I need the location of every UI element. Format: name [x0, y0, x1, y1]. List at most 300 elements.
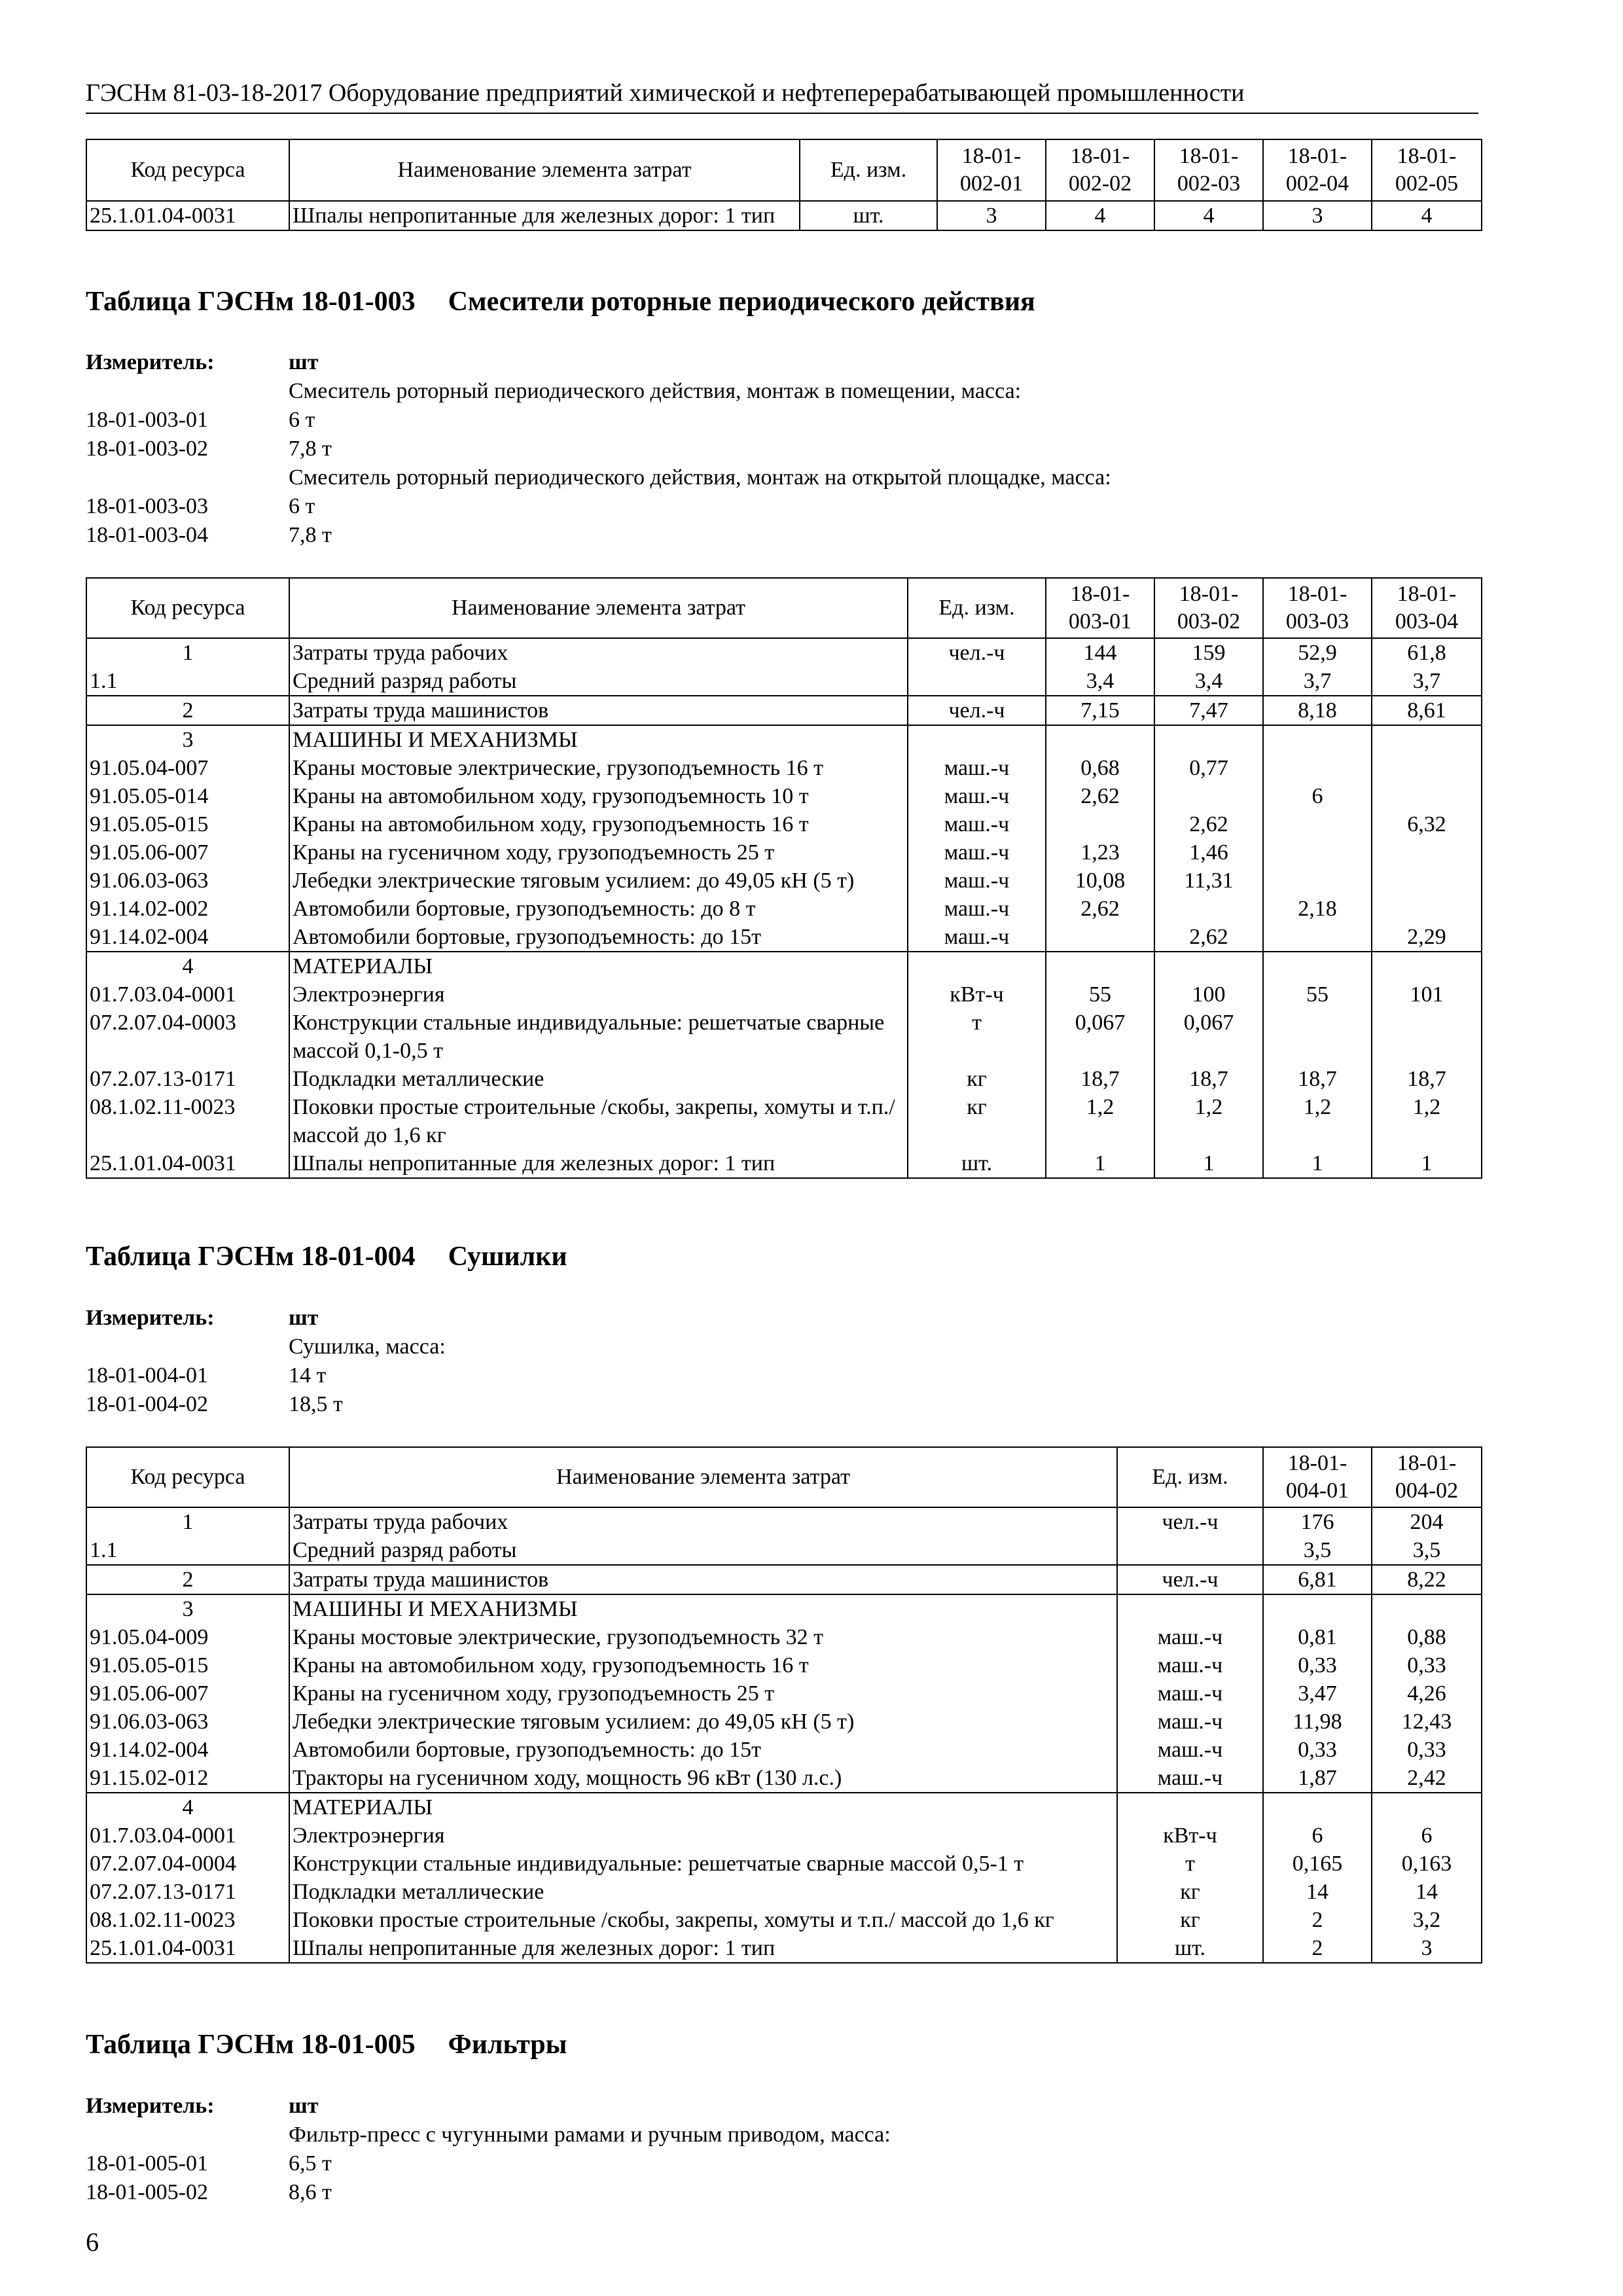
row-value: 3,2	[1372, 1906, 1482, 1934]
row-unit	[1117, 1793, 1263, 1821]
table-row	[86, 1736, 1482, 1764]
table-row	[86, 1623, 1482, 1651]
row-code: 91.05.04-009	[86, 1623, 289, 1651]
row-value	[1263, 867, 1372, 895]
row-value: 1	[1046, 1149, 1154, 1178]
row-unit: чел.-ч	[908, 696, 1046, 725]
row-value: 4,26	[1372, 1679, 1482, 1708]
row-value: 3,47	[1263, 1679, 1372, 1708]
row-value: 100	[1154, 980, 1263, 1009]
meter-block-18-01-004	[86, 1304, 446, 1419]
table-row	[86, 1507, 1482, 1536]
cost-table-18-01-003	[86, 577, 1482, 1179]
row-value: 1,46	[1154, 838, 1263, 867]
table-row	[86, 810, 1482, 838]
row-value	[1372, 895, 1482, 923]
row-code: 91.06.03-063	[86, 1708, 289, 1736]
row-code: 91.15.02-012	[86, 1764, 289, 1793]
row-code: 25.1.01.04-0031	[86, 1934, 289, 1963]
table-row	[86, 1651, 1482, 1679]
row-unit: кг	[1117, 1878, 1263, 1906]
row-value: 2,29	[1372, 923, 1482, 952]
row-unit: маш.-ч	[908, 754, 1046, 782]
row-value: 4	[1372, 201, 1482, 230]
row-code: 91.05.05-015	[86, 1651, 289, 1679]
row-value: 2,62	[1154, 923, 1263, 952]
row-unit: кВт-ч	[1117, 1821, 1263, 1850]
row-unit	[1117, 1594, 1263, 1623]
row-name: Средний разряд работы	[289, 1536, 1117, 1565]
row-value: 1,23	[1046, 838, 1154, 867]
row-name: Шпалы непропитанные для железных дорог: 1 тип	[289, 201, 800, 230]
row-value: 176	[1263, 1507, 1372, 1536]
table-row	[86, 1934, 1482, 1963]
table-row	[86, 980, 1482, 1009]
row-name: Конструкции стальные индивидуальные: решетчатые сварные массой 0,1-0,5 т	[289, 1009, 908, 1065]
row-value: 8,22	[1372, 1565, 1482, 1594]
row-value	[1263, 838, 1372, 867]
item-code: 18-01-005-02	[86, 2180, 208, 2204]
row-name: Затраты труда машинистов	[289, 1565, 1117, 1594]
row-value	[1046, 725, 1154, 754]
col-resource-18-01-002-04: 18-01- 002-04	[1263, 139, 1372, 201]
row-name: Автомобили бортовые, грузоподъемность: до 15т	[289, 1736, 1117, 1764]
meter-block-18-01-005	[86, 2092, 891, 2207]
row-unit: кВт-ч	[908, 980, 1046, 1009]
row-unit: маш.-ч	[908, 867, 1046, 895]
row-unit: т	[908, 1009, 1046, 1065]
item-value: 6 т	[289, 494, 315, 518]
row-code: 25.1.01.04-0031	[86, 1149, 289, 1178]
meter-block-18-01-003	[86, 348, 1111, 550]
row-unit: маш.-ч	[1117, 1708, 1263, 1736]
row-value: 3,4	[1046, 667, 1154, 696]
row-name: Электроэнергия	[289, 980, 908, 1009]
table-title-18-01-004	[86, 1241, 567, 1272]
row-value: 4	[1046, 201, 1154, 230]
row-code: 01.7.03.04-0001	[86, 1821, 289, 1850]
row-name: Краны на автомобильном ходу, грузоподъемность 16 т	[289, 1651, 1117, 1679]
row-unit: маш.-ч	[908, 810, 1046, 838]
row-value	[1263, 923, 1372, 952]
row-value: 14	[1372, 1878, 1482, 1906]
row-name: Краны на гусеничном ходу, грузоподъемность 25 т	[289, 1679, 1117, 1708]
row-code: 91.05.06-007	[86, 838, 289, 867]
row-name: Краны на гусеничном ходу, грузоподъемность 25 т	[289, 838, 908, 867]
row-value	[1263, 1009, 1372, 1065]
row-name: Затраты труда рабочих	[289, 1507, 1117, 1536]
row-value	[1263, 754, 1372, 782]
row-code: 3	[86, 725, 289, 754]
table-row	[86, 1594, 1482, 1623]
table-row	[86, 754, 1482, 782]
col-code-header: Код ресурса	[86, 578, 289, 638]
col-name-header: Наименование элемента затрат	[289, 1447, 1117, 1507]
row-value: 101	[1372, 980, 1482, 1009]
table-row	[86, 838, 1482, 867]
row-value	[1372, 1793, 1482, 1821]
row-value	[1046, 952, 1154, 980]
row-code: 2	[86, 696, 289, 725]
meter-unit: шт	[289, 2094, 319, 2118]
row-name: МАШИНЫ И МЕХАНИЗМЫ	[289, 725, 908, 754]
table-row	[86, 1906, 1482, 1934]
item-description: Фильтр-пресс с чугунными рамами и ручным приводом, масса:	[289, 2123, 891, 2147]
row-unit: маш.-ч	[1117, 1679, 1263, 1708]
row-value: 55	[1263, 980, 1372, 1009]
row-value: 159	[1154, 638, 1263, 667]
row-name: Подкладки металлические	[289, 1878, 1117, 1906]
row-value	[1372, 754, 1482, 782]
col-resource-18-01-003-03: 18-01- 003-03	[1263, 578, 1372, 638]
table-row	[86, 1793, 1482, 1821]
item-description: Смеситель роторный периодического действия, монтаж в помещении, масса:	[289, 379, 1022, 403]
row-value: 0,33	[1263, 1736, 1372, 1764]
row-value: 0,88	[1372, 1623, 1482, 1651]
row-code: 2	[86, 1565, 289, 1594]
row-value	[1263, 725, 1372, 754]
row-code: 1	[86, 638, 289, 667]
table-row	[86, 1065, 1482, 1093]
row-name: МАТЕРИАЛЫ	[289, 952, 908, 980]
cost-table-18-01-004	[86, 1446, 1482, 1964]
row-value: 1	[1263, 1149, 1372, 1178]
row-value: 0,77	[1154, 754, 1263, 782]
row-name: Краны мостовые электрические, грузоподъемность 16 т	[289, 754, 908, 782]
item-value: 6,5 т	[289, 2151, 332, 2176]
page-header: ГЭСНм 81-03-18-2017 Оборудование предприятий химической и нефтеперерабатывающей промышленности	[86, 77, 1478, 114]
row-name: Затраты труда машинистов	[289, 696, 908, 725]
row-unit: шт.	[908, 1149, 1046, 1178]
row-value: 6	[1372, 1821, 1482, 1850]
item-code: 18-01-003-04	[86, 523, 208, 547]
table-name: Сушилки	[448, 1242, 567, 1272]
row-value: 18,7	[1263, 1065, 1372, 1093]
meter-label: Измеритель:	[86, 2094, 215, 2118]
row-value: 2	[1263, 1906, 1372, 1934]
row-value: 1	[1372, 1149, 1482, 1178]
table-row	[86, 923, 1482, 952]
row-value	[1372, 838, 1482, 867]
col-resource-18-01-002-05: 18-01- 002-05	[1372, 139, 1482, 201]
row-value	[1372, 1009, 1482, 1065]
row-value: 12,43	[1372, 1708, 1482, 1736]
row-value: 3	[1372, 1934, 1482, 1963]
table-row	[86, 1536, 1482, 1565]
row-value: 0,68	[1046, 754, 1154, 782]
row-value: 1,2	[1372, 1093, 1482, 1149]
table-label: Таблица ГЭСНм 18-01-005	[86, 2030, 416, 2060]
row-code: 07.2.07.04-0003	[86, 1009, 289, 1065]
row-value	[1263, 1594, 1372, 1623]
row-code: 07.2.07.13-0171	[86, 1878, 289, 1906]
row-value: 14	[1263, 1878, 1372, 1906]
row-code: 1.1	[86, 1536, 289, 1565]
row-code: 01.7.03.04-0001	[86, 980, 289, 1009]
table-row	[86, 1821, 1482, 1850]
row-value: 0,33	[1372, 1651, 1482, 1679]
row-value: 18,7	[1046, 1065, 1154, 1093]
table-row	[86, 1764, 1482, 1793]
col-resource-18-01-004-01: 18-01- 004-01	[1263, 1447, 1372, 1507]
col-unit-header: Ед. изм.	[800, 139, 937, 201]
col-resource-18-01-003-02: 18-01- 003-02	[1154, 578, 1263, 638]
row-name: Электроэнергия	[289, 1821, 1117, 1850]
col-name-header: Наименование элемента затрат	[289, 578, 908, 638]
row-code: 91.05.05-015	[86, 810, 289, 838]
row-unit: чел.-ч	[1117, 1565, 1263, 1594]
meter-label: Измеритель:	[86, 1306, 215, 1330]
col-unit-header: Ед. изм.	[908, 578, 1046, 638]
row-code: 91.05.04-007	[86, 754, 289, 782]
col-resource-18-01-003-04: 18-01- 003-04	[1372, 578, 1482, 638]
item-code: 18-01-003-01	[86, 408, 208, 432]
row-value: 1,2	[1046, 1093, 1154, 1149]
table-row	[86, 867, 1482, 895]
row-name: Лебедки электрические тяговым усилием: до 49,05 кН (5 т)	[289, 867, 908, 895]
table-title-18-01-005	[86, 2029, 567, 2060]
table-row	[86, 952, 1482, 980]
table-row	[86, 1679, 1482, 1708]
row-value: 10,08	[1046, 867, 1154, 895]
row-code: 91.14.02-004	[86, 923, 289, 952]
table-row	[86, 895, 1482, 923]
row-name: Затраты труда рабочих	[289, 638, 908, 667]
row-name: Поковки простые строительные /скобы, закрепы, хомуты и т.п./ массой до 1,6 кг	[289, 1093, 908, 1149]
row-unit: шт.	[800, 201, 937, 230]
row-code: 91.05.06-007	[86, 1679, 289, 1708]
row-unit: маш.-ч	[908, 782, 1046, 810]
table-row	[86, 1708, 1482, 1736]
row-value	[1263, 1793, 1372, 1821]
row-unit: маш.-ч	[908, 838, 1046, 867]
row-value: 2,62	[1154, 810, 1263, 838]
row-unit: чел.-ч	[1117, 1507, 1263, 1536]
item-value: 8,6 т	[289, 2180, 332, 2204]
row-value: 8,61	[1372, 696, 1482, 725]
table-row	[86, 1565, 1482, 1594]
row-value: 7,47	[1154, 696, 1263, 725]
meter-unit: шт	[289, 350, 319, 374]
row-value: 3,5	[1263, 1536, 1372, 1565]
row-value: 3,5	[1372, 1536, 1482, 1565]
row-value: 7,15	[1046, 696, 1154, 725]
row-value	[1372, 1594, 1482, 1623]
table-row	[86, 725, 1482, 754]
row-value: 2,62	[1046, 895, 1154, 923]
row-unit: чел.-ч	[908, 638, 1046, 667]
table-title-18-01-003	[86, 286, 1035, 317]
row-value: 3,7	[1263, 667, 1372, 696]
row-unit: маш.-ч	[1117, 1736, 1263, 1764]
row-value: 0,33	[1372, 1736, 1482, 1764]
row-value: 2,62	[1046, 782, 1154, 810]
row-name: Тракторы на гусеничном ходу, мощность 96 кВт (130 л.с.)	[289, 1764, 1117, 1793]
row-value: 18,7	[1372, 1065, 1482, 1093]
row-value	[1154, 895, 1263, 923]
row-value: 3	[1263, 201, 1372, 230]
table-row	[86, 1093, 1482, 1149]
row-value: 55	[1046, 980, 1154, 1009]
row-value: 3,4	[1154, 667, 1263, 696]
row-unit	[908, 725, 1046, 754]
row-value: 0,163	[1372, 1850, 1482, 1878]
col-resource-18-01-002-03: 18-01- 002-03	[1154, 139, 1263, 201]
row-value: 11,98	[1263, 1708, 1372, 1736]
table-row	[86, 1149, 1482, 1178]
table-row	[86, 1878, 1482, 1906]
row-unit: маш.-ч	[1117, 1623, 1263, 1651]
row-value: 3,7	[1372, 667, 1482, 696]
item-code: 18-01-003-03	[86, 494, 208, 518]
row-value: 204	[1372, 1507, 1482, 1536]
row-value: 3	[937, 201, 1046, 230]
item-code: 18-01-004-01	[86, 1363, 208, 1388]
row-name: Лебедки электрические тяговым усилием: до 49,05 кН (5 т)	[289, 1708, 1117, 1736]
row-name: Средний разряд работы	[289, 667, 908, 696]
row-name: МАТЕРИАЛЫ	[289, 1793, 1117, 1821]
row-value: 0,81	[1263, 1623, 1372, 1651]
row-unit: т	[1117, 1850, 1263, 1878]
item-description: Сушилка, масса:	[289, 1335, 446, 1359]
row-value	[1154, 782, 1263, 810]
row-value: 0,165	[1263, 1850, 1372, 1878]
col-code-header: Код ресурса	[86, 139, 289, 201]
row-value: 0,067	[1046, 1009, 1154, 1065]
row-value: 2	[1263, 1934, 1372, 1963]
row-value: 144	[1046, 638, 1154, 667]
row-code: 1	[86, 1507, 289, 1536]
row-value: 2,42	[1372, 1764, 1482, 1793]
row-value: 8,18	[1263, 696, 1372, 725]
row-value: 6,32	[1372, 810, 1482, 838]
row-name: Конструкции стальные индивидуальные: решетчатые сварные массой 0,5-1 т	[289, 1850, 1117, 1878]
meter-unit: шт	[289, 1306, 319, 1330]
row-unit	[1117, 1536, 1263, 1565]
col-name-header: Наименование элемента затрат	[289, 139, 800, 201]
row-code: 08.1.02.11-0023	[86, 1906, 289, 1934]
row-value	[1372, 725, 1482, 754]
row-name: МАШИНЫ И МЕХАНИЗМЫ	[289, 1594, 1117, 1623]
item-description: Смеситель роторный периодического действия, монтаж на открытой площадке, масса:	[289, 465, 1111, 490]
row-value: 2,18	[1263, 895, 1372, 923]
table-label: Таблица ГЭСНм 18-01-004	[86, 1242, 416, 1272]
row-unit	[908, 667, 1046, 696]
item-code: 18-01-004-02	[86, 1392, 208, 1416]
item-value: 7,8 т	[289, 523, 332, 547]
row-value: 6	[1263, 782, 1372, 810]
row-value: 4	[1154, 201, 1263, 230]
row-name: Автомобили бортовые, грузоподъемность: до 15т	[289, 923, 908, 952]
row-value: 0,067	[1154, 1009, 1263, 1065]
table-row	[86, 667, 1482, 696]
row-value: 1,2	[1154, 1093, 1263, 1149]
table-row	[86, 201, 1482, 230]
item-value: 18,5 т	[289, 1392, 343, 1416]
row-unit: маш.-ч	[908, 923, 1046, 952]
table-row	[86, 1850, 1482, 1878]
col-resource-18-01-003-01: 18-01- 003-01	[1046, 578, 1154, 638]
cost-table-18-01-002	[86, 139, 1482, 231]
row-value	[1372, 782, 1482, 810]
item-value: 7,8 т	[289, 437, 332, 461]
row-code: 91.14.02-002	[86, 895, 289, 923]
row-name: Поковки простые строительные /скобы, закрепы, хомуты и т.п./ массой до 1,6 кг	[289, 1906, 1117, 1934]
table-row	[86, 696, 1482, 725]
table-label: Таблица ГЭСНм 18-01-003	[86, 287, 416, 317]
row-value: 61,8	[1372, 638, 1482, 667]
row-code: 91.14.02-004	[86, 1736, 289, 1764]
col-resource-18-01-004-02: 18-01- 004-02	[1372, 1447, 1482, 1507]
row-value	[1372, 952, 1482, 980]
row-name: Автомобили бортовые, грузоподъемность: до 8 т	[289, 895, 908, 923]
item-code: 18-01-005-01	[86, 2151, 208, 2176]
row-value	[1154, 725, 1263, 754]
row-unit: кг	[908, 1065, 1046, 1093]
meter-label: Измеритель:	[86, 350, 215, 374]
table-name: Фильтры	[448, 2030, 567, 2060]
row-value: 6	[1263, 1821, 1372, 1850]
col-resource-18-01-002-02: 18-01- 002-02	[1046, 139, 1154, 201]
row-value: 52,9	[1263, 638, 1372, 667]
item-code: 18-01-003-02	[86, 437, 208, 461]
row-code: 07.2.07.04-0004	[86, 1850, 289, 1878]
row-value: 1,2	[1263, 1093, 1372, 1149]
table-row	[86, 638, 1482, 667]
row-value: 1	[1154, 1149, 1263, 1178]
table-row	[86, 1009, 1482, 1065]
row-value	[1263, 952, 1372, 980]
row-code: 07.2.07.13-0171	[86, 1065, 289, 1093]
col-resource-18-01-002-01: 18-01- 002-01	[937, 139, 1046, 201]
row-unit: маш.-ч	[1117, 1764, 1263, 1793]
row-value: 0,33	[1263, 1651, 1372, 1679]
row-name: Шпалы непропитанные для железных дорог: 1 тип	[289, 1149, 908, 1178]
row-code: 1.1	[86, 667, 289, 696]
item-value: 14 т	[289, 1363, 327, 1388]
row-name: Подкладки металлические	[289, 1065, 908, 1093]
row-code: 08.1.02.11-0023	[86, 1093, 289, 1149]
row-unit	[908, 952, 1046, 980]
page-number: 6	[86, 2227, 99, 2257]
row-value	[1046, 810, 1154, 838]
table-row	[86, 782, 1482, 810]
row-name: Шпалы непропитанные для железных дорог: 1 тип	[289, 1934, 1117, 1963]
row-value: 11,31	[1154, 867, 1263, 895]
row-unit: шт.	[1117, 1934, 1263, 1963]
row-value	[1154, 952, 1263, 980]
row-name: Краны на автомобильном ходу, грузоподъемность 10 т	[289, 782, 908, 810]
table-name: Смесители роторные периодического действия	[448, 287, 1035, 317]
row-value	[1263, 810, 1372, 838]
row-unit: маш.-ч	[908, 895, 1046, 923]
row-unit: кг	[1117, 1906, 1263, 1934]
row-value: 18,7	[1154, 1065, 1263, 1093]
row-name: Краны на автомобильном ходу, грузоподъемность 16 т	[289, 810, 908, 838]
row-value	[1046, 923, 1154, 952]
row-value: 6,81	[1263, 1565, 1372, 1594]
row-code: 3	[86, 1594, 289, 1623]
row-name: Краны мостовые электрические, грузоподъемность 32 т	[289, 1623, 1117, 1651]
item-value: 6 т	[289, 408, 315, 432]
row-code: 4	[86, 1793, 289, 1821]
row-code: 25.1.01.04-0031	[86, 201, 289, 230]
row-code: 4	[86, 952, 289, 980]
row-unit: кг	[908, 1093, 1046, 1149]
col-unit-header: Ед. изм.	[1117, 1447, 1263, 1507]
row-code: 91.05.05-014	[86, 782, 289, 810]
row-value	[1372, 867, 1482, 895]
